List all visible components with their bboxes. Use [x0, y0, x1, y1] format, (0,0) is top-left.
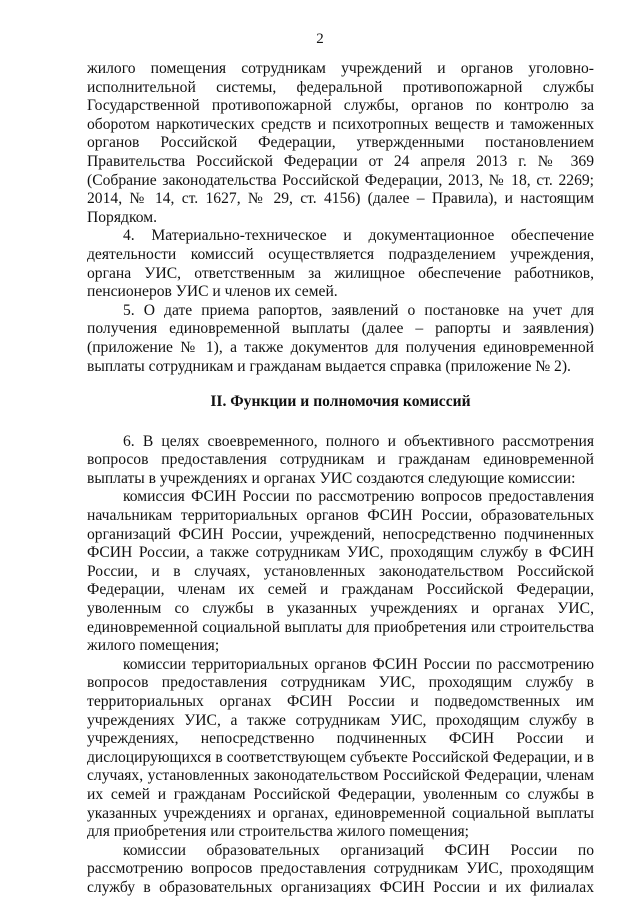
paragraph-territorial-commissions: комиссии территориальных органов ФСИН России по рассмотрению вопросов предоставления сотрудникам УИС, проходящим службу в территориальных органах ФСИН России и подведомственных им учреждениях УИС, а также сотрудникам УИС, проходящим службу в учреждениях, непосредственно подчиненных ФСИН России и дислоцирующихся в соответствующем субъекте Российской Федерации, и в случаях, установленных законодательством Российской Федерации, членам их семей и гражданам Российской Федерации, уволенным со службы в указанных учреждениях и органах, единовременной социальной выплаты для приобретения или строительства жилого помещения; [87, 655, 594, 841]
paragraph-educational-commissions: комиссии образовательных организаций ФСИН России по рассмотрению вопросов предоставления сотрудникам УИС, проходящим службу в образовательных организациях ФСИН России и их филиалах [87, 841, 594, 896]
paragraph-rules-reference: жилого помещения сотрудникам учреждений и органов уголовно-исполнительной системы, федеральной противопожарной службы Государственной противопожарной службы, органов по контролю за оборотом наркотических средств и психотропных веществ и таможенных органов Российской Федерации, утвержденными постановлением Правительства Российской Федерации от 24 апреля 2013 г. № 369 (Собрание законодательства Российской Федерации, 2013, № 18, ст. 2269; 2014, № 14, ст. 1627, № 29, ст. 4156) (далее – Правила), и настоящим Порядком. [87, 60, 594, 226]
page-number: 2 [316, 31, 324, 47]
paragraph-item-5: 5. О дате приема рапортов, заявлений о постановке на учет для получения единовременной выплаты (далее – рапорты и заявления) (приложение № 1), а также документов для получения единовременной выплаты сотрудникам и гражданам выдается справка (приложение № 2). [87, 301, 594, 375]
paragraph-item-4: 4. Материально-техническое и документационное обеспечение деятельности комиссий осуществляется подразделением учреждения, органа УИС, ответственным за жилищное обеспечение работников, пенсионеров УИС и членов их семей. [87, 227, 594, 301]
section-heading: II. Функции и полномочия комиссий [210, 393, 471, 411]
paragraph-item-6: 6. В целях своевременного, полного и объективного рассмотрения вопросов предоставления сотрудникам и гражданам единовременной выплаты в учреждениях и органах УИС создаются следующие комиссии: [87, 432, 594, 487]
document-body [87, 60, 594, 898]
paragraph-fsin-commission: комиссия ФСИН России по рассмотрению вопросов предоставления начальникам территориальных органов ФСИН России, образовательных организаций ФСИН России, учреждений, непосредственно подчиненных ФСИН России, а также сотрудникам УИС, проходящим службу в ФСИН России, и в случаях, установленных законодательством Российской Федерации, членам их семей и гражданам Российской Федерации, уволенным со службы в указанных учреждениях и органах УИС, единовременной социальной выплаты для приобретения или строительства жилого помещения; [87, 488, 594, 655]
